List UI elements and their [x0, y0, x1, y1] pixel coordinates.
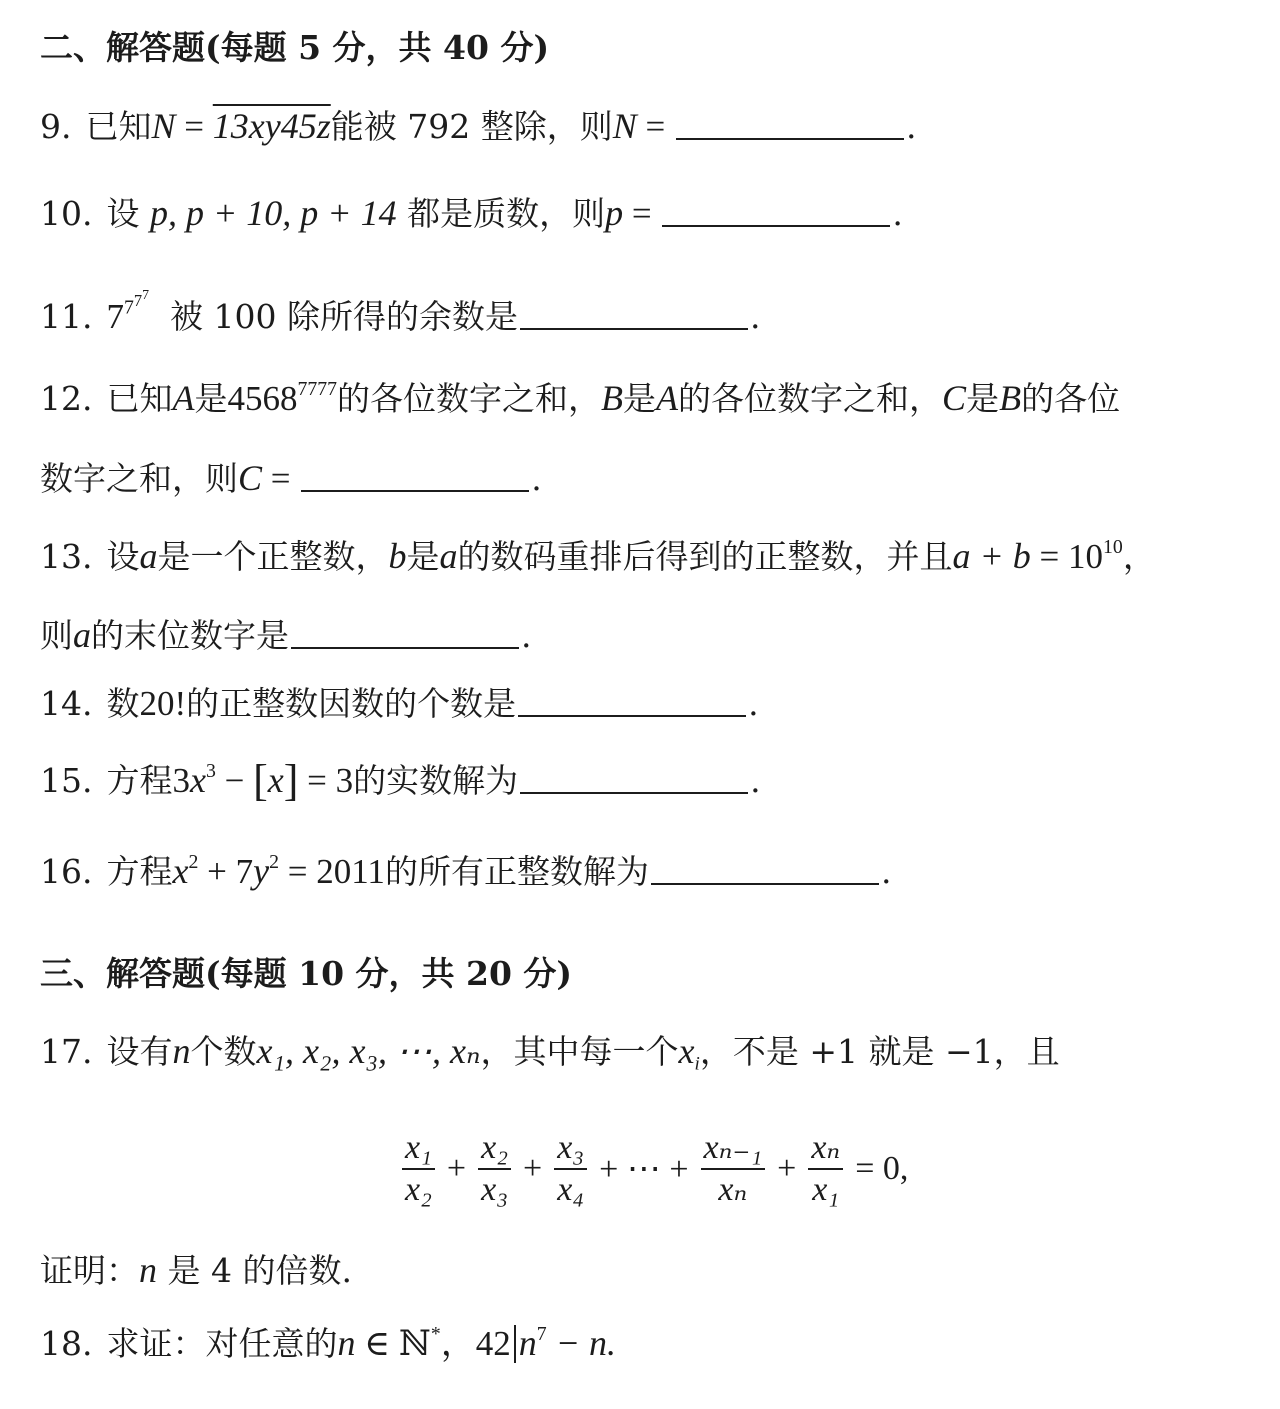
question-12: 12. 已知A是$4568^{7777}$的各位数字之和，B是A的各位数字之和，C是B的各位 — [40, 378, 1121, 418]
question-number: 14. — [40, 684, 93, 723]
display-equation: $\frac{\text{x₁}}{\text{x₂}}$ + $\frac{\text{x₂}}{\text{x₃}}$ + $\frac{\text{x₃}}{\text{x₄}}$ + ⋯ + $\frac{\text{xₙ₋₁}}{\text{xₙ}}$ + $\frac{\text{xₙ}}{\text{x₁}}$ = 0, — [398, 1124, 916, 1214]
question-15: 15. 方程$3x^3 - [x] = 3$的实数解为 . — [40, 756, 761, 805]
answer-blank[interactable] — [676, 137, 904, 140]
question-9: 9. 已知N = 13xy45z能被 792 整除，则N = . — [40, 106, 917, 146]
question-number: 18. — [40, 1324, 93, 1363]
answer-blank[interactable] — [662, 224, 890, 227]
answer-blank[interactable] — [651, 882, 879, 885]
question-number: 17. — [40, 1032, 93, 1071]
question-14: 14. 数20!的正整数因数的个数是 . — [40, 684, 759, 723]
fraction: $\frac{\text{x₃}}{\text{x₄}}$ — [554, 1128, 587, 1210]
question-18: 18. 求证：对任意的n ∈ ℕ*，42 $n^7 - n$. — [40, 1323, 616, 1363]
fraction: $\frac{\text{xₙ₋₁}}{\text{xₙ}}$ — [701, 1128, 766, 1210]
answer-blank[interactable] — [520, 327, 748, 330]
answer-blank[interactable] — [518, 714, 746, 717]
answer-blank[interactable] — [301, 489, 529, 492]
question-16: 16. 方程$x^2 + 7y^2 = 2011$的所有正整数解为 . — [40, 851, 892, 891]
question-number: 13. — [40, 537, 93, 576]
question-number: 16. — [40, 852, 93, 891]
fraction: $\frac{\text{x₂}}{\text{x₃}}$ — [478, 1128, 511, 1210]
question-number: 10. — [40, 194, 93, 233]
question-17: 17. 设有n个数x₁, x₂, x₃, ⋯, xₙ，其中每一个$x_i$，不是 +1 就是 −1，且 — [40, 1031, 1060, 1075]
fraction: $\frac{\text{xₙ}}{\text{x₁}}$ — [808, 1128, 843, 1210]
answer-blank[interactable] — [520, 791, 748, 794]
number-overline: 13xy45z — [212, 106, 331, 146]
question-number: 12. — [40, 379, 93, 418]
question-number: 11. — [40, 297, 93, 337]
section-header-2: 二、解答题(每题 5 分，共 40 分) — [40, 28, 550, 67]
question-13-line2: 则a的末位数字是 . — [40, 615, 532, 655]
question-number: 15. — [40, 761, 93, 800]
question-11: 11. $7^{777}$ 被 100 除所得的余数是 . — [40, 287, 761, 337]
divides-bar — [514, 1325, 516, 1363]
question-17-proof: 证明：n 是 4 的倍数. — [40, 1250, 352, 1290]
section-header-3: 三、解答题(每题 10 分，共 20 分) — [40, 954, 573, 993]
answer-blank[interactable] — [291, 646, 519, 649]
question-10: 10. 设 p, p + 10, p + 14 都是质数，则p = . — [40, 193, 903, 233]
fraction: $\frac{\text{x₁}}{\text{x₂}}$ — [402, 1128, 435, 1210]
question-13: 13. 设a是一个正整数，b是a的数码重排后得到的正整数，并且$a + b = 10^{10}$， — [40, 536, 1156, 576]
question-number: 9. — [40, 107, 72, 146]
question-12-line2: 数字之和，则C = . — [40, 458, 542, 498]
